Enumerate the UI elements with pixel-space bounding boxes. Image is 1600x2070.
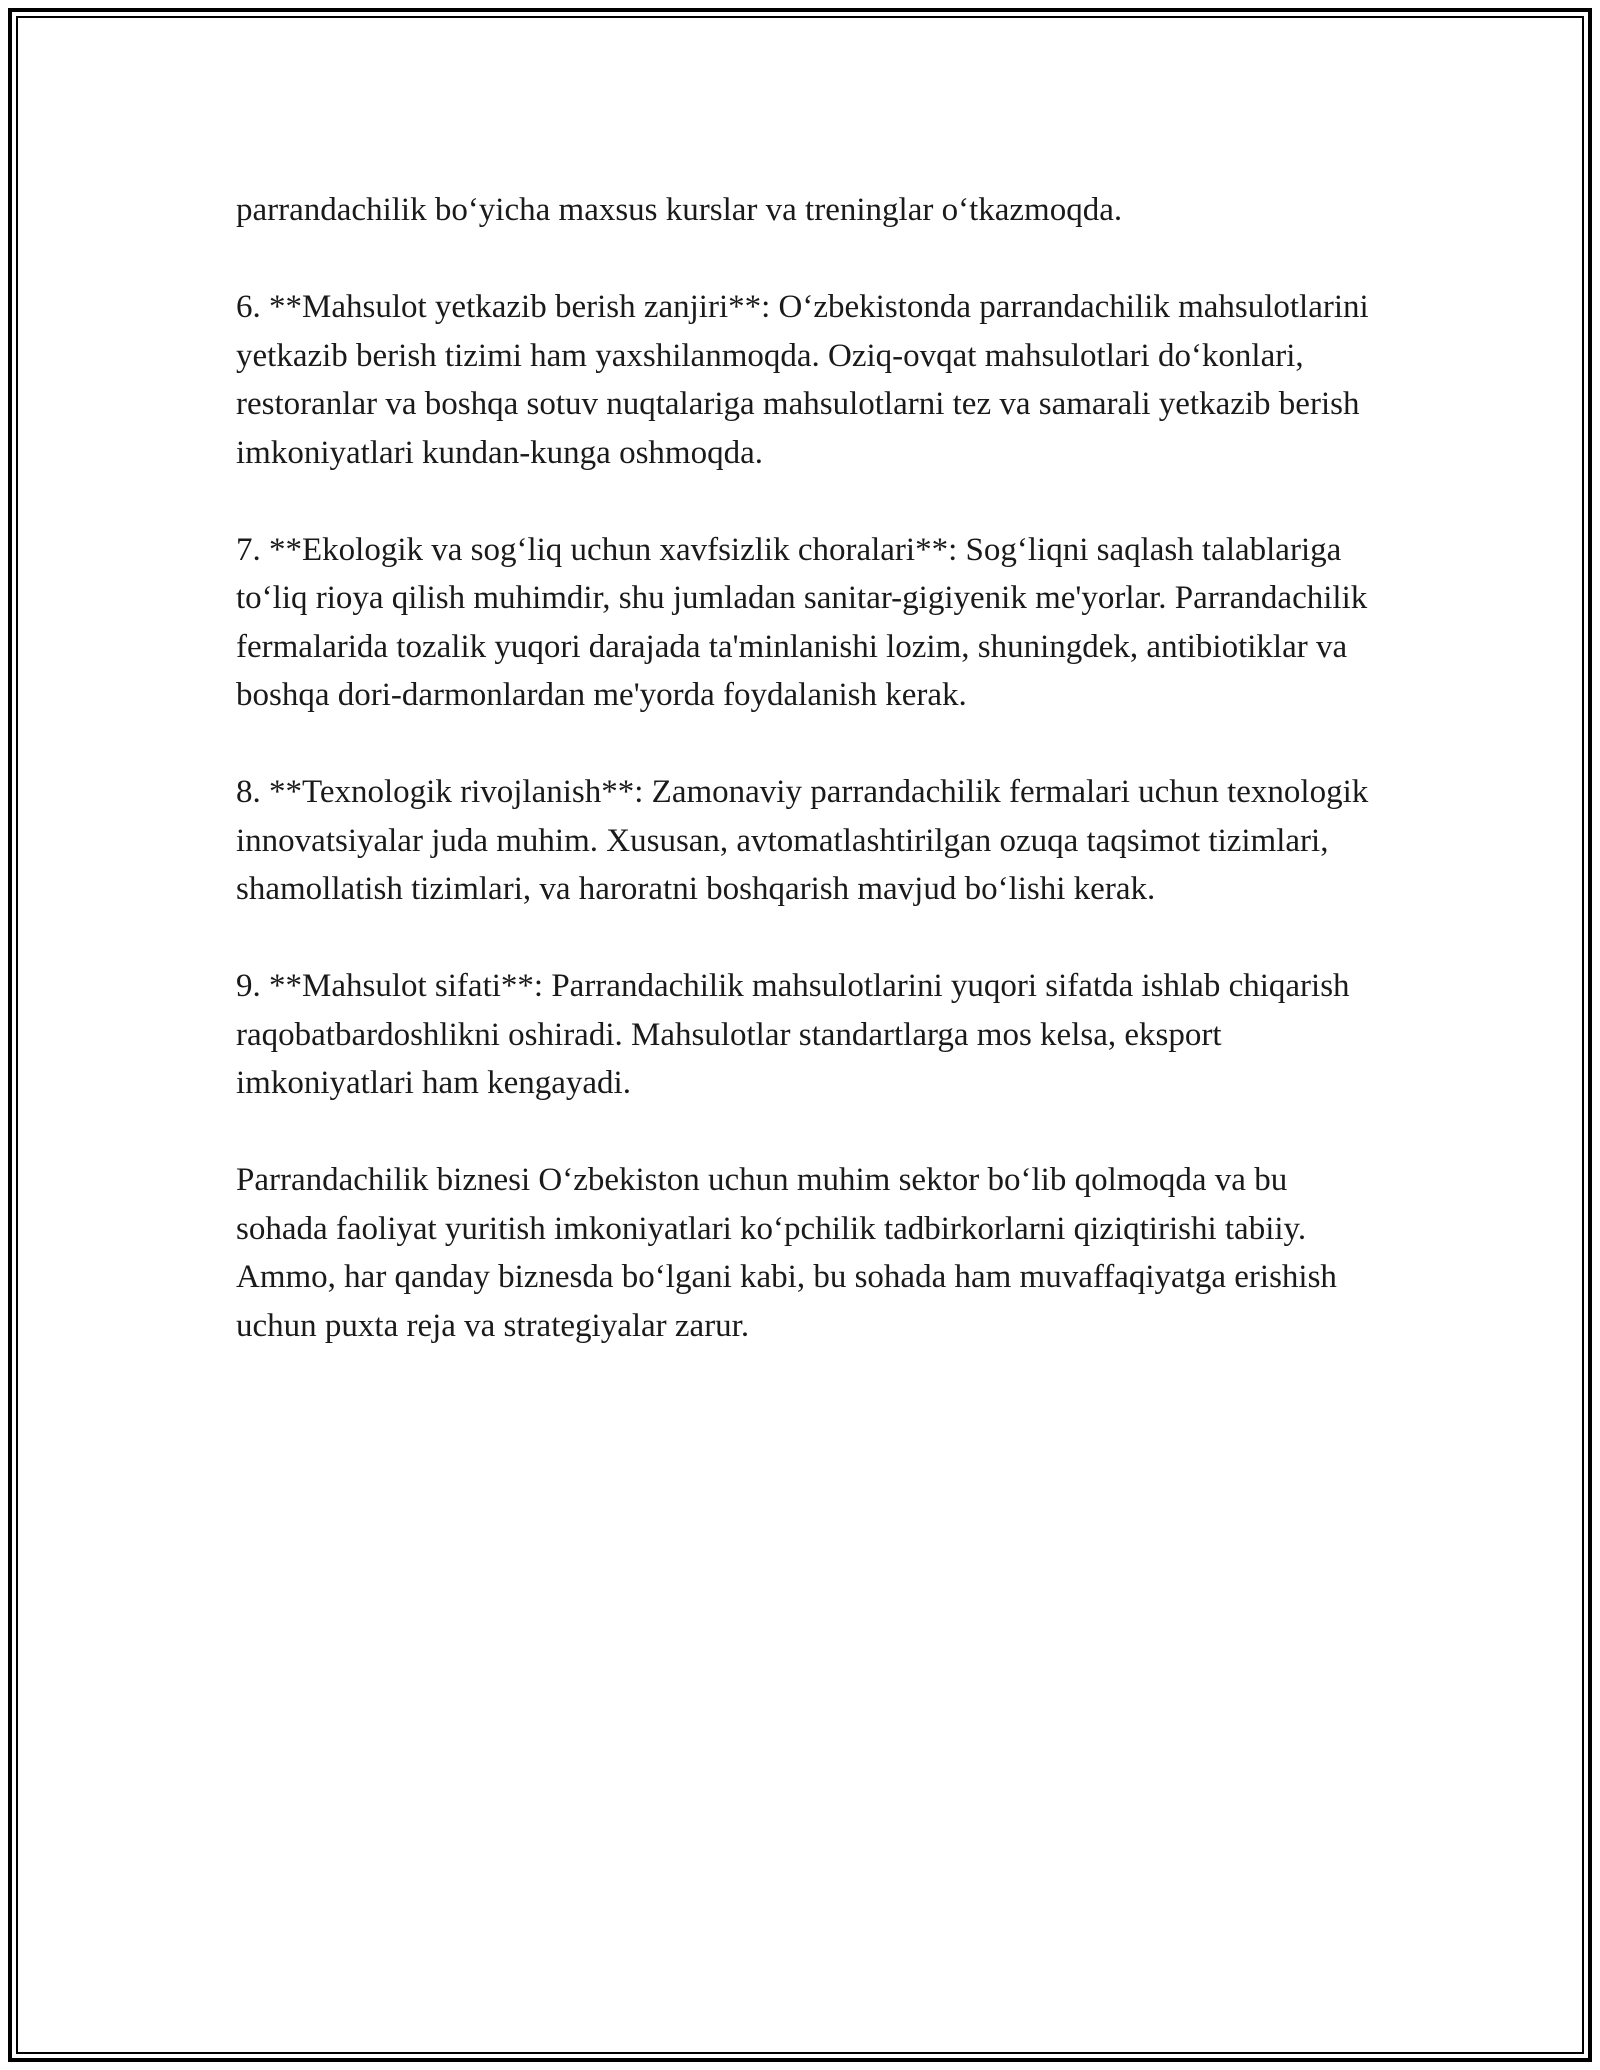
paragraph-item-9-quality: 9. **Mahsulot sifati**: Parrandachilik mahsulotlarini yuqori sifatda ishlab chiqarish raqobatbardoshlikni oshiradi. Mahsulotlar standartlarga mos kelsa, eksport imkoniyatlari ham kengayadi. bbox=[236, 968, 1350, 1101]
paragraph-continuation: parrandachilik bo‘yicha maxsus kurslar va treninglar o‘tkazmoqda. bbox=[236, 192, 1123, 228]
paragraph-conclusion: Parrandachilik biznesi O‘zbekiston uchun muhim sektor bo‘lib qolmoqda va bu sohada faoliyat yuritish imkoniyatlari ko‘pchilik tadbirkorlarni qiziqtirishi tabiiy. Ammo, har qanday biznesda bo‘lgani kabi, bu sohada ham muvaffaqiyatga erishish uchun puxta reja va strategiyalar zarur. bbox=[236, 1162, 1337, 1344]
document-body bbox=[236, 186, 1386, 1399]
paragraph-item-6-supply-chain: 6. **Mahsulot yetkazib berish zanjiri**: O‘zbekistonda parrandachilik mahsulotlarini yetkazib berish tizimi ham yaxshilanmoqda. Oziq-ovqat mahsulotlari do‘konlari, restoranlar va boshqa sotuv nuqtalariga mahsulotlarni tez va samarali yetkazib berish imkoniyatlari kundan-kunga oshmoqda. bbox=[236, 289, 1369, 471]
paragraph-item-7-safety-measures: 7. **Ekologik va sog‘liq uchun xavfsizlik choralari**: Sog‘liqni saqlash talablariga to‘liq rioya qilish muhimdir, shu jumladan sanitar-gigiyenik me'yorlar. Parrandachilik fermalarida tozalik yuqori darajada ta'minlanishi lozim, shuningdek, antibiotiklar va boshqa dori-darmonlardan me'yorda foydalanish kerak. bbox=[236, 531, 1368, 713]
paragraph-item-8-technology: 8. **Texnologik rivojlanish**: Zamonaviy parrandachilik fermalari uchun texnologik innovatsiyalar juda muhim. Xususan, avtomatlashtirilgan ozuqa taqsimot tizimlari, shamollatish tizimlari, va haroratni boshqarish mavjud bo‘lishi kerak. bbox=[236, 774, 1369, 907]
